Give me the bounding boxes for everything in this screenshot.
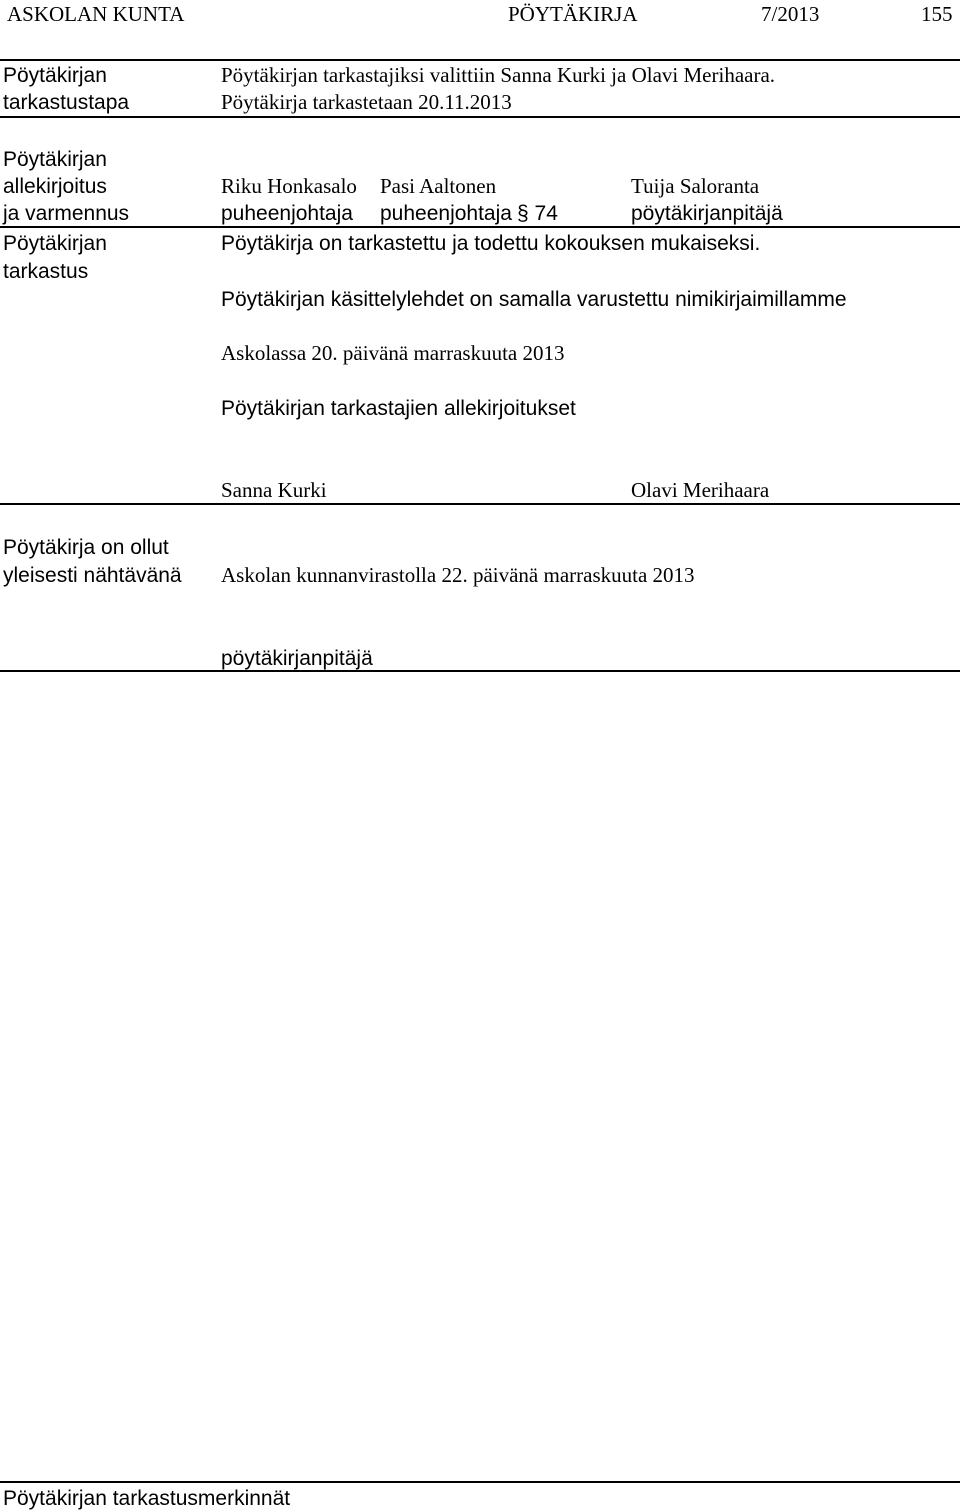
inspector-signatures-label: Pöytäkirjan tarkastajien allekirjoitukset	[221, 397, 576, 420]
inspector-2-name: Olavi Merihaara	[631, 478, 770, 502]
secretary-role: pöytäkirjanpitäjä	[631, 202, 783, 225]
public-display-label-line2: yleisesti nähtävänä	[3, 564, 182, 587]
signing-label-line2: allekirjoitus	[3, 175, 107, 198]
inspection-label-line2: tarkastus	[3, 260, 89, 283]
signing-label-line1: Pöytäkirjan	[3, 148, 107, 171]
inspection-method-divider	[0, 116, 960, 118]
pages-initialed-statement: Pöytäkirjan käsittelylehdet on samalla varustettu nimikirjaimillamme	[221, 288, 847, 311]
inspection-method-label-line1: Pöytäkirjan	[3, 64, 107, 87]
signing-label-line3: ja varmennus	[3, 202, 130, 225]
chairperson-2-role: puheenjohtaja	[380, 202, 512, 225]
chairperson-1-name: Riku Honkasalo	[221, 174, 357, 198]
inspection-divider	[0, 503, 960, 505]
header-divider	[0, 59, 960, 61]
inspection-label-line1: Pöytäkirjan	[3, 232, 107, 255]
chairperson-2-name: Pasi Aaltonen	[380, 174, 497, 198]
inspection-method-label-line2: tarkastustapa	[3, 91, 130, 114]
public-display-text: Askolan kunnanvirastolla 22. päivänä marraskuuta 2013	[221, 563, 695, 587]
footer-divider	[0, 1481, 960, 1483]
municipality-name: ASKOLAN KUNTA	[7, 2, 185, 26]
public-display-label-line1: Pöytäkirja on ollut	[3, 536, 169, 559]
page-number: 155	[921, 2, 953, 26]
inspector-1-name: Sanna Kurki	[221, 478, 327, 502]
public-display-divider	[0, 670, 960, 672]
secretary-name: Tuija Saloranta	[631, 174, 760, 198]
inspection-method-text-line1: Pöytäkirjan tarkastajiksi valittiin Sanna Kurki ja Olavi Merihaara.	[221, 63, 776, 87]
public-display-signer-role: pöytäkirjanpitäjä	[221, 647, 373, 670]
chairperson-1-role: puheenjohtaja	[221, 202, 353, 225]
inspection-method-text-line2: Pöytäkirja tarkastetaan 20.11.2013	[221, 90, 512, 114]
signing-divider	[0, 226, 960, 228]
document-number: 7/2013	[761, 2, 820, 26]
inspection-statement: Pöytäkirja on tarkastettu ja todettu kokouksen mukaiseksi.	[221, 232, 761, 255]
inspection-notes-label: Pöytäkirjan tarkastusmerkinnät	[3, 1487, 291, 1510]
document-type: PÖYTÄKIRJA	[508, 2, 638, 26]
section-number: § 74	[517, 202, 558, 225]
place-and-date: Askolassa 20. päivänä marraskuuta 2013	[221, 341, 565, 365]
